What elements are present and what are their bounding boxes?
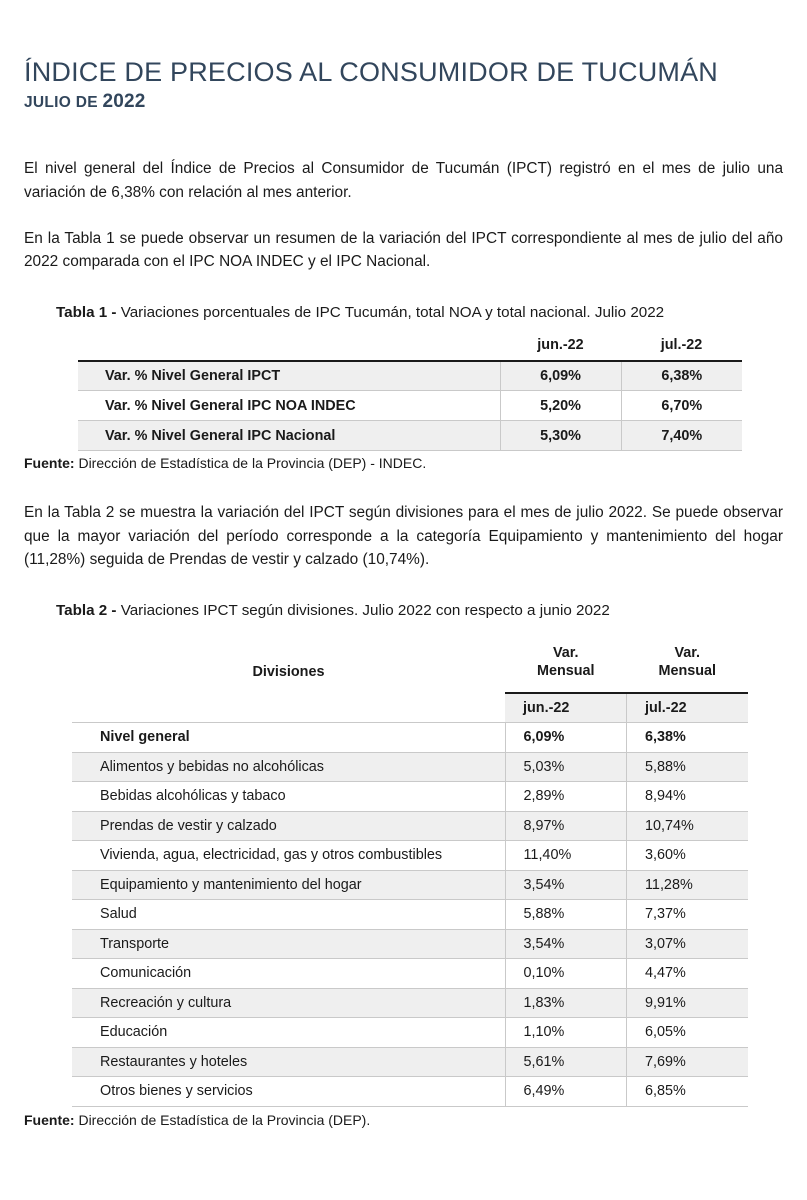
table2-source xyxy=(24,1112,783,1128)
table2-subheader-jun: jun.-22 xyxy=(505,693,627,723)
table2-row1-name: Alimentos y bebidas no alcohólicas xyxy=(72,752,505,782)
table-row xyxy=(72,988,748,1018)
table2-wrapper xyxy=(24,635,783,1107)
table-row xyxy=(72,870,748,900)
table1-intro-paragraph: En la Tabla 1 se puede observar un resumen de la variación del IPCT correspondiente al mes de julio del año 2022 comparada con el IPC NOA INDEC y el IPC Nacional. xyxy=(24,229,783,271)
table1-row1-jun: 5,20% xyxy=(500,391,621,421)
table2-row11-jul: 7,69% xyxy=(627,1047,749,1077)
table2-header-var-jun-line1: Var. xyxy=(552,645,579,662)
table2-row5-jul: 11,28% xyxy=(627,870,749,900)
table2-row5-name: Equipamiento y mantenimiento del hogar xyxy=(72,870,505,900)
table-2 xyxy=(72,635,748,1107)
table2-row0-jun: 6,09% xyxy=(505,723,627,753)
table1-caption-label: Tabla 1 - xyxy=(56,303,121,321)
table2-row4-jun: 11,40% xyxy=(505,841,627,871)
table2-source-label: Fuente: xyxy=(24,1111,79,1128)
table2-caption-label: Tabla 2 - xyxy=(56,601,121,619)
table-row xyxy=(78,391,742,421)
table-row xyxy=(72,900,748,930)
table2-row11-name: Restaurantes y hoteles xyxy=(72,1047,505,1077)
table-row xyxy=(78,361,742,391)
table2-row10-name: Educación xyxy=(72,1018,505,1048)
table2-row3-name: Prendas de vestir y calzado xyxy=(72,811,505,841)
table1-row1-name: Var. % Nivel General IPC NOA INDEC xyxy=(78,391,500,421)
table-row xyxy=(72,959,748,989)
page-subtitle xyxy=(24,91,783,113)
table2-row6-name: Salud xyxy=(72,900,505,930)
table2-subheader-jul: jul.-22 xyxy=(627,693,749,723)
table-1 xyxy=(78,335,742,452)
table2-header-var-jun-line2: Mensual xyxy=(536,663,595,679)
table2-row10-jul: 6,05% xyxy=(627,1018,749,1048)
table1-row2-jun: 5,30% xyxy=(500,421,621,451)
table2-header-row-top xyxy=(72,635,748,693)
table2-row4-jul: 3,60% xyxy=(627,841,749,871)
table1-header-row xyxy=(78,335,742,361)
table1-source xyxy=(24,455,783,471)
table2-source-text: Dirección de Estadística de la Provincia (DEP). xyxy=(78,1111,371,1128)
table2-caption-text: Variaciones IPCT según divisiones. Julio 2022 con respecto a junio 2022 xyxy=(120,601,610,619)
table-row xyxy=(72,1018,748,1048)
table2-row0-name: Nivel general xyxy=(72,723,505,753)
table2-row0-jul: 6,38% xyxy=(627,723,749,753)
table-row xyxy=(72,752,748,782)
table-row xyxy=(72,811,748,841)
table1-caption xyxy=(24,304,783,321)
subtitle-year: 2022 xyxy=(102,91,146,113)
table1-source-text: Dirección de Estadística de la Provincia (DEP) - INDEC. xyxy=(78,455,427,472)
table2-row8-jun: 0,10% xyxy=(505,959,627,989)
table2-row12-name: Otros bienes y servicios xyxy=(72,1077,505,1107)
table2-header-row-sub xyxy=(72,693,748,723)
table2-row8-jul: 4,47% xyxy=(627,959,749,989)
table2-intro-paragraph: En la Tabla 2 se muestra la variación del IPCT según divisiones para el mes de julio 2022. Se puede observar que la mayor variación del período corresponde a la categoría Equipamiento y mantenimiento del hogar (11,28%) seguida de Prendas de vestir y calzado (10,74%). xyxy=(24,504,783,569)
table2-header-var-jul xyxy=(627,635,749,693)
table1-row2-jul: 7,40% xyxy=(621,421,742,451)
table2-caption xyxy=(24,602,783,619)
table2-row9-jun: 1,83% xyxy=(505,988,627,1018)
table2-header-var-jun xyxy=(505,635,627,693)
table2-row12-jun: 6,49% xyxy=(505,1077,627,1107)
table2-row12-jul: 6,85% xyxy=(627,1077,749,1107)
table2-body xyxy=(72,723,748,1107)
table2-row10-jun: 1,10% xyxy=(505,1018,627,1048)
table-row xyxy=(72,1047,748,1077)
table2-row2-jun: 2,89% xyxy=(505,782,627,812)
table2-row4-name: Vivienda, agua, electricidad, gas y otros combustibles xyxy=(72,841,505,871)
table2-row3-jun: 8,97% xyxy=(505,811,627,841)
table2-row1-jul: 5,88% xyxy=(627,752,749,782)
table2-header-var-jul-line1: Var. xyxy=(674,645,701,662)
table2-header-var-jul-line2: Mensual xyxy=(658,663,717,679)
table2-subheader-blank xyxy=(72,693,505,723)
table-row xyxy=(72,929,748,959)
table2-row7-name: Transporte xyxy=(72,929,505,959)
intro-paragraph: El nivel general del Índice de Precios al Consumidor de Tucumán (IPCT) registró en el mes de julio una variación de 6,38% con relación al mes anterior. xyxy=(24,160,783,201)
table-row xyxy=(78,421,742,451)
table2-row6-jun: 5,88% xyxy=(505,900,627,930)
table1-row0-jun: 6,09% xyxy=(500,361,621,391)
table1-caption-text: Variaciones porcentuales de IPC Tucumán, total NOA y total nacional. Julio 2022 xyxy=(120,303,665,321)
table2-header-divisiones: Divisiones xyxy=(252,663,325,680)
table1-head xyxy=(78,335,742,361)
table-row xyxy=(72,782,748,812)
table2-row6-jul: 7,37% xyxy=(627,900,749,930)
table2-row2-jul: 8,94% xyxy=(627,782,749,812)
table2-row8-name: Comunicación xyxy=(72,959,505,989)
subtitle-month: JULIO DE xyxy=(24,94,103,112)
table1-body xyxy=(78,361,742,451)
table2-row7-jul: 3,07% xyxy=(627,929,749,959)
table2-row9-name: Recreación y cultura xyxy=(72,988,505,1018)
table1-row2-name: Var. % Nivel General IPC Nacional xyxy=(78,421,500,451)
table-row xyxy=(72,723,748,753)
table1-row0-jul: 6,38% xyxy=(621,361,742,391)
table2-row5-jun: 3,54% xyxy=(505,870,627,900)
table-row xyxy=(72,1077,748,1107)
table1-header-jun: jun.-22 xyxy=(537,337,584,354)
table2-row7-jun: 3,54% xyxy=(505,929,627,959)
table1-header-blank xyxy=(78,335,500,361)
table1-wrapper xyxy=(24,335,783,452)
table1-header-jul: jul.-22 xyxy=(660,337,703,354)
page-title: ÍNDICE DE PRECIOS AL CONSUMIDOR DE TUCUMÁN xyxy=(24,57,718,87)
table2-head xyxy=(72,635,748,723)
table1-source-label: Fuente: xyxy=(24,455,79,472)
table2-row1-jun: 5,03% xyxy=(505,752,627,782)
title-block xyxy=(24,0,783,113)
table1-row1-jul: 6,70% xyxy=(621,391,742,421)
table-row xyxy=(72,841,748,871)
table1-row0-name: Var. % Nivel General IPCT xyxy=(78,361,500,391)
table2-row3-jul: 10,74% xyxy=(627,811,749,841)
table2-row2-name: Bebidas alcohólicas y tabaco xyxy=(72,782,505,812)
table2-row9-jul: 9,91% xyxy=(627,988,749,1018)
table2-row11-jun: 5,61% xyxy=(505,1047,627,1077)
